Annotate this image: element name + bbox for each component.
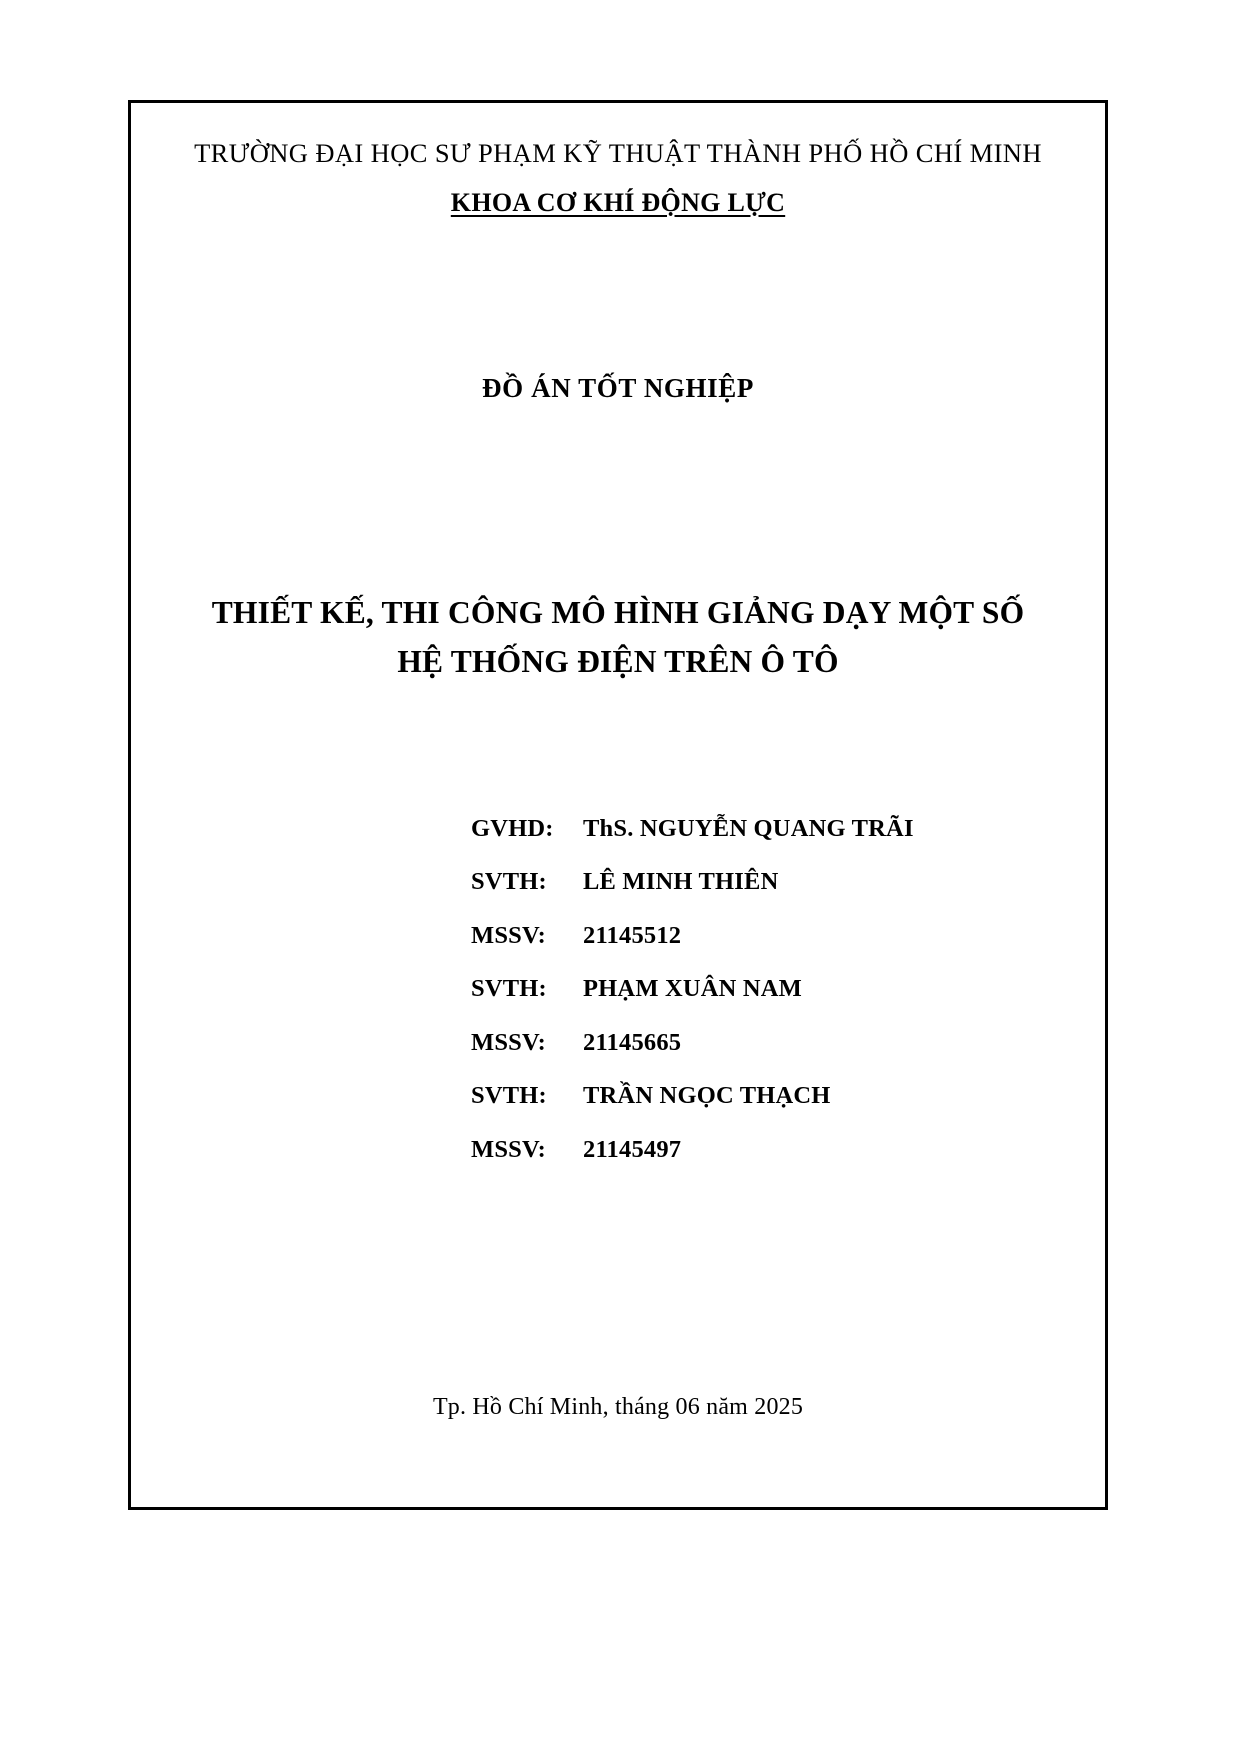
person-label: MSSV: xyxy=(471,921,546,949)
person-row-student-1 xyxy=(471,870,1065,895)
person-label: MSSV: xyxy=(471,1028,546,1056)
thesis-title xyxy=(171,589,1065,687)
person-label: SVTH: xyxy=(471,1082,547,1110)
cover-content xyxy=(131,103,1105,1507)
person-row-student-1-id xyxy=(471,921,1065,949)
person-value: 21145512 xyxy=(583,921,682,949)
person-value: TRẦN NGỌC THẠCH xyxy=(583,1082,831,1110)
person-value: 21145665 xyxy=(583,1028,682,1056)
person-row-student-3-id xyxy=(471,1135,1065,1163)
person-label: MSSV: xyxy=(471,1135,546,1163)
page-border-frame xyxy=(128,100,1108,1510)
person-row-student-2-id xyxy=(471,1028,1065,1056)
person-label: SVTH: xyxy=(471,975,547,1003)
people-list xyxy=(171,814,1065,1163)
person-value: 21145497 xyxy=(583,1135,682,1163)
faculty-name: KHOA CƠ KHÍ ĐỘNG LỰC xyxy=(450,188,786,218)
person-row-student-3 xyxy=(471,1084,1065,1109)
thesis-title-line-2: HỆ THỐNG ĐIỆN TRÊN Ô TÔ xyxy=(397,643,839,679)
university-name: TRƯỜNG ĐẠI HỌC SƯ PHẠM KỸ THUẬT THÀNH PHỐ HỒ CHÍ MINH xyxy=(194,138,1042,168)
person-value: PHẠM XUÂN NAM xyxy=(583,975,802,1003)
document-type: ĐỒ ÁN TỐT NGHIỆP xyxy=(482,373,754,404)
person-label: SVTH: xyxy=(471,868,547,896)
person-row-advisor xyxy=(471,814,1065,842)
person-label: GVHD: xyxy=(471,814,554,842)
person-row-student-2 xyxy=(471,977,1065,1002)
thesis-title-line-1: THIẾT KẾ, THI CÔNG MÔ HÌNH GIẢNG DẠY MỘT SỐ xyxy=(211,595,1025,631)
person-value: LÊ MINH THIÊN xyxy=(583,868,779,896)
person-value: ThS. NGUYỄN QUANG TRÃI xyxy=(583,814,914,842)
place-and-date: Tp. Hồ Chí Minh, tháng 06 năm 2025 xyxy=(432,1394,804,1420)
